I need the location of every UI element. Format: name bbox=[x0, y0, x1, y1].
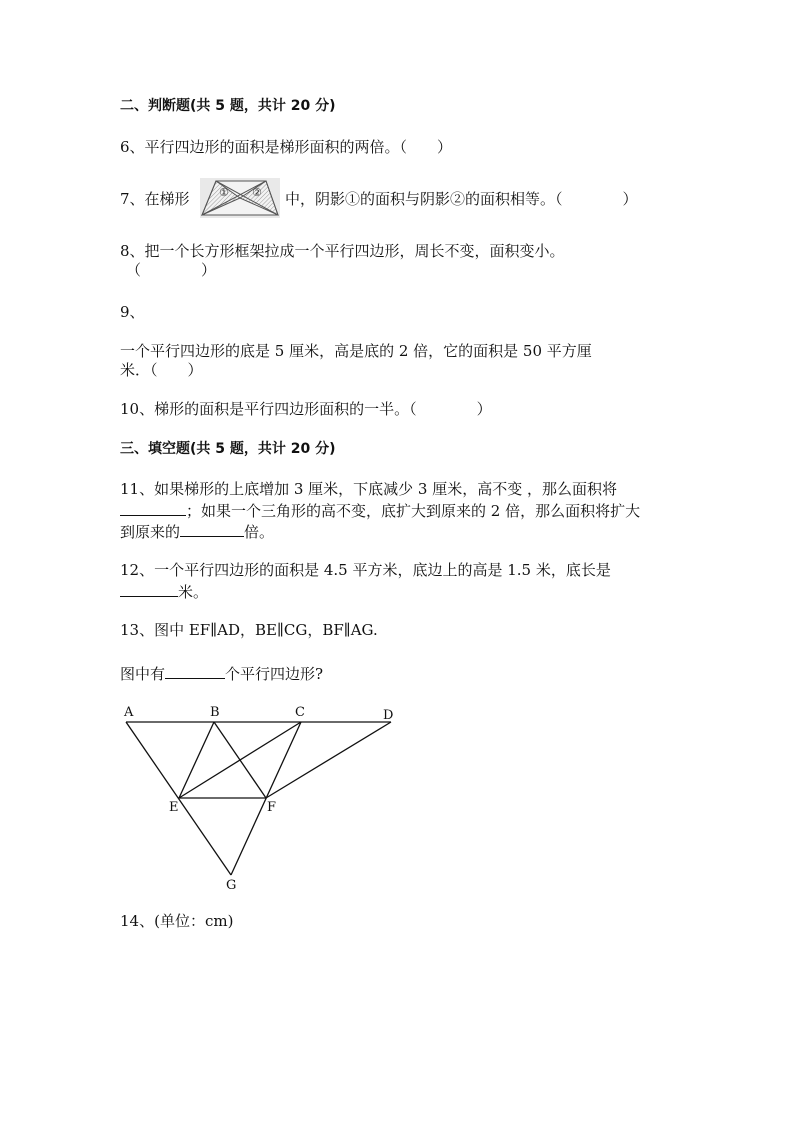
answer-blank[interactable] bbox=[165, 662, 225, 679]
point-label-F: F bbox=[267, 800, 277, 815]
question-12-line2-text: 米。 bbox=[178, 583, 209, 601]
question-12-line2 bbox=[120, 580, 208, 602]
question-9-line2: 米．（ ） bbox=[120, 361, 203, 379]
question-13-line1: 13、图中 EF∥AD，BE∥CG，BF∥AG. bbox=[120, 621, 378, 639]
question-9-line1: 一个平行四边形的底是 5 厘米，高是底的 2 倍，它的面积是 50 平方厘 bbox=[120, 342, 592, 360]
shade-label-1: ① bbox=[219, 186, 229, 199]
question-7-suffix: 中，阴影①的面积与阴影②的面积相等。（ ） bbox=[285, 190, 638, 208]
line-DF bbox=[266, 722, 391, 798]
shade-label-2: ② bbox=[252, 186, 262, 199]
question-10: 10、梯形的面积是平行四边形面积的一半。（ ） bbox=[120, 400, 492, 418]
question-11-line3-prefix: 到原来的 bbox=[120, 523, 181, 541]
line-CE bbox=[179, 722, 301, 798]
parallelogram-figure bbox=[115, 700, 415, 900]
section-title-judge: 二、判断题(共 5 题，共计 20 分) bbox=[120, 98, 336, 114]
point-label-D: D bbox=[383, 708, 394, 723]
question-6: 6、平行四边形的面积是梯形面积的两倍。（ ） bbox=[120, 138, 453, 156]
answer-blank[interactable] bbox=[120, 580, 178, 597]
answer-blank[interactable] bbox=[120, 499, 186, 516]
question-13-line2 bbox=[120, 662, 323, 684]
question-11-line1: 11、如果梯形的上底增加 3 厘米，下底减少 3 厘米，高不变 ，那么面积将 bbox=[120, 480, 618, 498]
point-label-G: G bbox=[226, 878, 237, 893]
question-11-line2-text: ；如果一个三角形的高不变，底扩大到原来的 2 倍，那么面积将扩大 bbox=[186, 502, 641, 520]
trapezoid-figure bbox=[200, 178, 280, 218]
question-14: 14、(单位：cm) bbox=[120, 912, 234, 930]
question-11-line3-suffix: 倍。 bbox=[244, 523, 275, 541]
question-13-line2-suffix: 个平行四边形? bbox=[225, 665, 324, 683]
question-13-line2-prefix: 图中有 bbox=[120, 665, 166, 683]
section-title-fill: 三、填空题(共 5 题，共计 20 分) bbox=[120, 441, 336, 457]
question-12-line1: 12、一个平行四边形的面积是 4.5 平方米，底边上的高是 1.5 米，底长是 bbox=[120, 561, 611, 579]
question-11-line2 bbox=[120, 499, 640, 521]
question-9-number: 9、 bbox=[120, 303, 145, 321]
question-8-answer-parens: （ ） bbox=[126, 261, 217, 279]
point-label-E: E bbox=[169, 800, 179, 815]
question-7-prefix: 7、在梯形 bbox=[120, 190, 190, 208]
question-11-line3 bbox=[120, 520, 274, 542]
answer-blank[interactable] bbox=[180, 520, 244, 537]
question-8-line1: 8、把一个长方形框架拉成一个平行四边形，周长不变，面积变小。 bbox=[120, 242, 565, 260]
point-label-C: C bbox=[295, 705, 305, 720]
point-label-A: A bbox=[124, 705, 134, 720]
point-label-B: B bbox=[210, 705, 220, 720]
